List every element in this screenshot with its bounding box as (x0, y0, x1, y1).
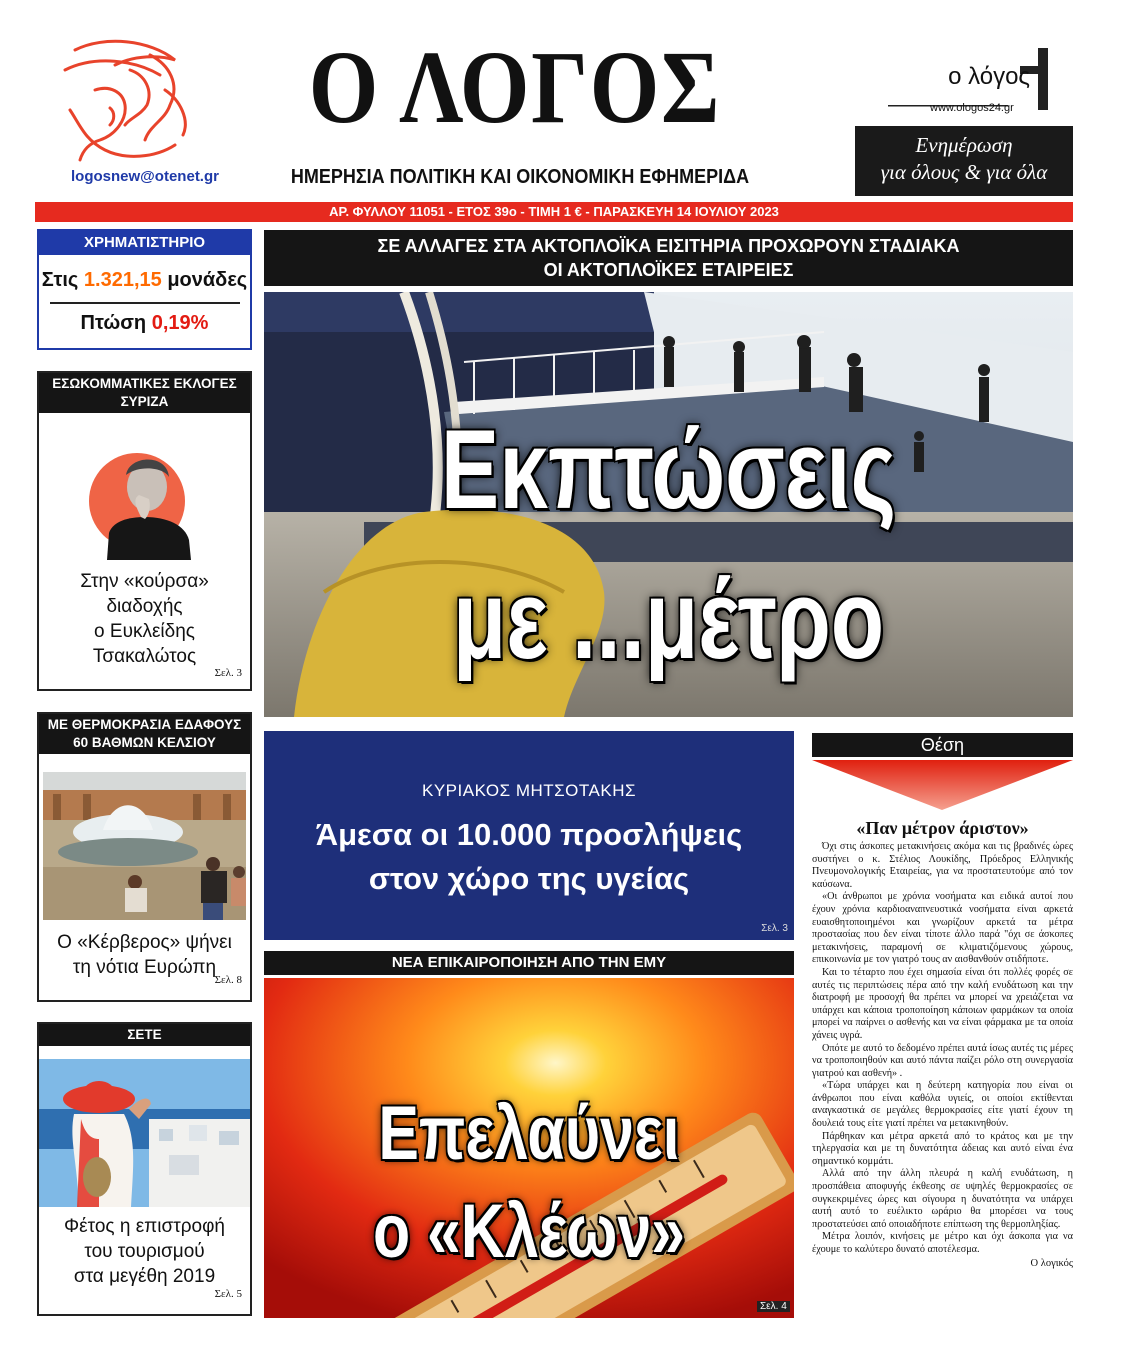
masthead-subtitle: ΗΜΕΡΗΣΙΑ ΠΟΛΙΤΙΚΗ ΚΑΙ ΟΙΚΟΝΟΜΙΚΗ ΕΦΗΜΕΡΙΔΑ (290, 166, 750, 188)
health-headline-line: Άμεσα οι 10.000 προσλήψεις (315, 817, 743, 852)
stock-market-box[interactable] (37, 229, 252, 350)
syriza-heading: ΕΣΩΚΟΜΜΑΤΙΚΕΣ ΕΚΛΟΓΕΣ ΣΥΡΙΖΑ (39, 373, 250, 413)
tsakalotos-photo (89, 435, 199, 565)
main-kicker-line: ΣΕ ΑΛΛΑΓΕΣ ΣΤΑ ΑΚΤΟΠΛΟΪΚΑ ΕΙΣΙΤΗΡΙΑ ΠΡΟΧΩΡΟΥΝ ΣΤΑΔΙΑΚΑ (377, 236, 960, 256)
opinion-title: «Παν μέτρον άριστον» (856, 818, 1029, 838)
sete-page-ref: Σελ. 5 (214, 1288, 242, 1300)
opinion-paragraph: Όχι στις άσκοπες μετακινήσεις ακόμα και τις βραδινές ώρες συστήνει ο κ. Στέλιος Λουκίδης, Πρόεδρος Ελληνικής Πνευμονολογικής Εταιρείας, για να προστατευτούμε από τον καύσωνα. (812, 841, 1073, 890)
health-headline-line: στον χώρο της υγείας (368, 861, 690, 896)
tagline-line-1: Ενημέρωση (915, 133, 1013, 157)
syriza-caption-line: Στην «κούρσα» (80, 571, 209, 592)
opinion-section-heading: Θέση (812, 733, 1073, 757)
kerveros-story-box[interactable] (37, 712, 252, 1002)
main-story-kicker (264, 230, 1073, 286)
opinion-paragraph: Μέτρα λοιπόν, κινήσεις με μέτρο και όχι άσκοπα για να έχουμε το καλύτερο δυνατό αποτέλεσμα. (812, 1231, 1073, 1255)
stock-divider (50, 302, 240, 304)
main-headline (353, 395, 984, 695)
fountain-photo (43, 772, 246, 925)
syriza-page-ref: Σελ. 3 (214, 667, 242, 679)
site-name: ο λόγος (948, 63, 1030, 90)
heat-headline (317, 1085, 741, 1281)
tourist-photo (39, 1059, 250, 1212)
sete-caption-line: στα μεγέθη 2019 (73, 1266, 216, 1287)
issue-info-bar: ΑΡ. ΦΥΛΛΟΥ 11051 - ΕΤΟΣ 39ο - ΤΙΜΗ 1 € - ΠΑΡΑΣΚΕΥΗ 14 ΙΟΥΛΙΟΥ 2023 (35, 202, 1073, 222)
opinion-triangle-decoration (812, 760, 1073, 810)
health-story-box[interactable] (264, 731, 794, 940)
kerveros-caption (39, 930, 250, 980)
opinion-paragraph: «Τώρα υπάρχει και η δεύτερη κατηγορία που είναι οι άνθρωποι που είναι καθόλα υγιείς, οι οποίοι εκτίθενται αναγκαστικά σε μεγάλες θερμοκρασίες είτε γιατί έχουν τη δουλειά τους είτε γιατί πρέπει να μετακινηθούν. (812, 1080, 1073, 1130)
site-url[interactable]: www.ologos24.gr (930, 102, 1014, 114)
kerveros-heading (39, 714, 250, 754)
heat-page-ref: Σελ. 4 (757, 1301, 790, 1312)
stock-index-prefix: Στις (41, 269, 79, 291)
opinion-paragraph: Και το τέταρτο που έχει σημασία είναι ότι πολλές φορές σε αυτές τις περιπτώσεις πέρα από την καλή ενυδάτωση και την διατροφή με προσοχή θα πρέπει να μπορεί να χρειάζεται να υπάρχει και κάποια τροποποίηση κάποιων φαρμάκων τα οποία μπορεί να παίρνει ο ασθενής και να είναι φάρμακα με τα οποία χάνεις υγρά. (812, 966, 1073, 1041)
main-headline-line: με ...μέτρο (452, 557, 885, 682)
health-kicker: ΚΥΡΙΑΚΟΣ ΜΗΤΣΟΤΑΚΗΣ (422, 781, 636, 800)
sete-heading: ΣΕΤΕ (39, 1024, 250, 1046)
kerveros-heading-line: ΜΕ ΘΕΡΜΟΚΡΑΣΙΑ ΕΔΑΦΟΥΣ (47, 717, 242, 732)
heat-headline-line: ο «Κλέων» (373, 1189, 685, 1274)
syriza-caption (39, 569, 250, 669)
sete-caption-line: του τουρισμού (84, 1241, 205, 1262)
main-headline-line: Εκπτώσεις (440, 407, 897, 532)
sete-caption-line: Φέτος η επιστροφή (63, 1216, 225, 1237)
opinion-paragraph: Πάρθηκαν και μέτρα αρκετά από το κράτος και με την τηλεργασία και με τη δυνατότητα άδειας και αυτό είναι ένα σημαντικό κομμάτι. (812, 1130, 1073, 1167)
stock-change-line (39, 312, 250, 335)
stock-index-line (39, 269, 250, 292)
kerveros-heading-line: 60 ΒΑΘΜΩΝ ΚΕΛΣΙΟΥ (73, 735, 216, 750)
health-page-ref: Σελ. 3 (761, 923, 788, 934)
opinion-signature: Ο λογικός (1030, 1257, 1073, 1269)
heat-headline-line: Επελαύνει (378, 1091, 680, 1176)
main-kicker-line: ΟΙ ΑΚΤΟΠΛΟΪΚΕΣ ΕΤΑΙΡΕΙΕΣ (543, 260, 794, 280)
syriza-caption-line: Τσακαλώτος (92, 646, 197, 667)
heat-kicker: ΝΕΑ ΕΠΙΚΑΙΡΟΠΟΙΗΣΗ ΑΠΟ ΤΗΝ ΕΜΥ (264, 951, 794, 975)
stock-change-value: 0,19% (151, 312, 209, 334)
kerveros-caption-line: Ο «Κέρβερος» ψήνει (57, 932, 232, 953)
opinion-paragraph: «Οι άνθρωποι με χρόνια νοσήματα και ειδικά αυτοί που έχουν χρόνια καρδιοαναπνευστικά νοσήματα είναι αρκετά ευαισθητοποιημένοι και γνωρίζουν αρκετά τα μέτρα προστασίας που δεν είναι τίποτε άλλο παρά "όχι σε άσκοπες μετακινήσεις, παραμονή σε κλιματιζόμενους χώρους, επικοινωνία με τον γιατρό τους αν αισθανθούν οτιδήποτε. (812, 891, 1073, 966)
tagline-box (855, 126, 1073, 196)
sete-caption (39, 1214, 250, 1289)
syriza-caption-line: ο Ευκλείδης (94, 621, 195, 642)
opinion-paragraph: Οπότε με αυτό το δεδομένο πρέπει αυτά ίσως αυτές τις μέρες να τροποποιηθούν και αυτό πάντα παίζει ρόλο στη συνεργασία γιατρού και ασθενή» . (812, 1042, 1073, 1079)
health-headline (264, 813, 794, 901)
contact-email: logosnew@otenet.gr (71, 168, 219, 185)
masthead-title: Ο ΛΟΓΟΣ (308, 30, 722, 145)
kerveros-caption-line: τη νότια Ευρώπη (72, 957, 217, 978)
sete-story-box[interactable] (37, 1022, 252, 1316)
syriza-caption-line: διαδοχής (106, 596, 183, 617)
tagline-line-2: για όλους & για όλα (880, 160, 1048, 184)
stock-index-value: 1.321,15 (83, 269, 162, 291)
stock-change-prefix: Πτώση (80, 312, 147, 334)
opinion-body (812, 841, 1073, 1270)
kerveros-page-ref: Σελ. 8 (214, 974, 242, 986)
stock-index-suffix: μονάδες (167, 269, 248, 291)
opinion-paragraph: Αλλά από την άλλη πλευρά η καλή ενυδάτωση, η προσπάθεια αποφυγής έκθεσης σε υψηλές θερμοκρασίες σε συγκεκριμένες ώρες και σίγουρα η δυνατότητα να υπάρχει αυτή αυτό το ευέλικτο ωράριο θα μπορέσει να τους προστατεύσει από οποιαδήποτε επίπτωση της θερμοπληξίας. (812, 1168, 1073, 1230)
newspaper-logo-illustration (55, 30, 205, 170)
stock-heading: ΧΡΗΜΑΤΙΣΤΗΡΙΟ (39, 231, 250, 255)
syriza-story-box[interactable] (37, 371, 252, 691)
